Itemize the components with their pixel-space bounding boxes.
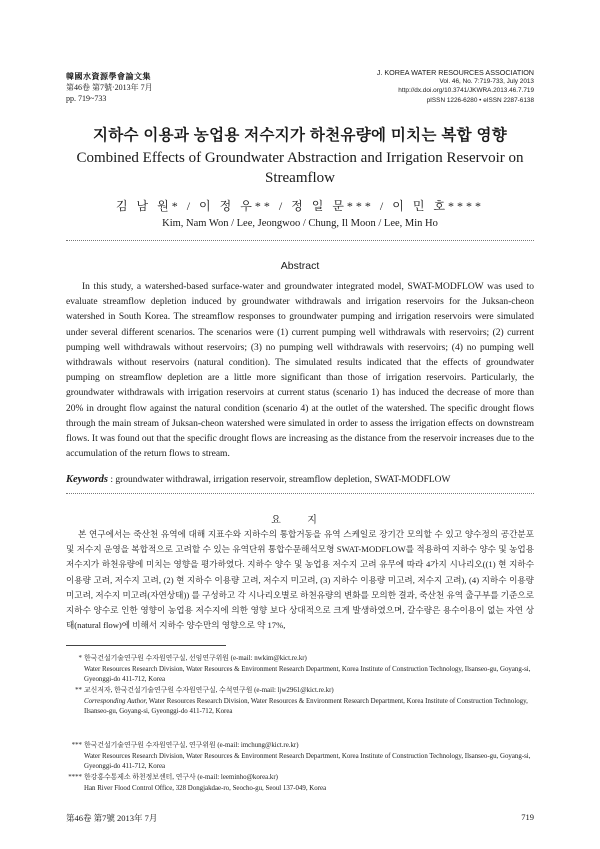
footer-issue: 第46卷 第7號 2013年 7月 bbox=[66, 813, 158, 823]
corresponding-author-label: Corresponding Author, bbox=[84, 697, 148, 705]
issn: pISSN 1226-6280 • eISSN 2287-6138 bbox=[426, 96, 534, 104]
footnote-mark: * bbox=[78, 655, 82, 662]
divider-top bbox=[66, 240, 534, 241]
footnote-divider bbox=[66, 645, 226, 646]
abstract-heading: Abstract bbox=[280, 260, 320, 272]
footnote-line: 한국건설기술연구원 수자원연구실, 연구위원 (e-mail: imchung@kict.re.kr) bbox=[84, 742, 299, 749]
footnote-line: Corresponding Author, Water Resources Research Division, Water Resources & Environment Research Department, Korea Institute of Construction Technology, Ilsanseo-gu, Goyang-si, Gyeonggi-do 411-712, Korea bbox=[84, 697, 528, 716]
footnote-line: Water Resources Research Division, Water Resources & Environment Research Department, Korea Institute of Construction Technology, Ilsanseo-gu, Goyang-si, Gyeonggi-do 411-712, Korea bbox=[84, 752, 531, 771]
keywords-line bbox=[66, 473, 534, 487]
journal-name-hanja: 韓國水資源學會論文集 bbox=[66, 72, 151, 81]
title-english: Combined Effects of Groundwater Abstraction and Irrigation Reservoir on Streamflow bbox=[76, 150, 524, 186]
footnote-mark: *** bbox=[71, 742, 82, 749]
footnote-line: 교신저자, 한국건설기술연구원 수자원연구실, 수석연구원 (e-mail: ljw2961@kict.re.kr) bbox=[84, 687, 334, 694]
divider-middle bbox=[66, 493, 534, 494]
keywords-label: Keywords bbox=[66, 474, 108, 485]
korean-abstract-text: 본 연구에서는 죽산천 유역에 대해 지표수와 지하수의 통합거동을 유역 스케일로 장기간 모의할 수 있고 양수정의 공간분포 및 저수지 운영을 복합적으로 고려할 수 있는 유역단위 통합수문해석모형 SWAT-MODFLOW를 적용하여 지하수 양수 및 농업용 저수지가 하천유량에 미치는 영향을 평가하였다. 지하수 양수 및 농업용 저수지 고려 유무에 따라 4가지 시나리오((1) 현 지하수 이용량 고려, 저수지 고려, (2) 현 지하수 이용량 고려, 저수지 미고려, (3) 지하수 이용량 미고려, 저수지 고려), (4) 지하수 이용량 미고려, 저수지 미고려(자연상태)) 를 구성하고 각 시나리오별로 하천유량의 변화를 모의한 결과, 죽산천 유역 출구부를 기준으로 지하수 양수로 인한 영향이 농업용 저수지에 의한 영향 보다 상대적으로 크게 발생하였으며, 갈수량은 용수이용이 없는 자연 상태(natural flow)에 비해서 지하수 양수만의 영향으로 약 17%, bbox=[66, 529, 534, 631]
page-number: 719 bbox=[521, 812, 534, 822]
journal-name: J. KOREA WATER RESOURCES ASSOCIATION bbox=[376, 68, 534, 77]
footnote-author-4 bbox=[66, 773, 534, 794]
footnote-line: Han River Flood Control Office, 328 Dongjakdae-ro, Seocho-gu, Seoul 137-049, Korea bbox=[84, 784, 327, 792]
volume-info: Vol. 46, No. 7:719-733, July 2013 bbox=[439, 78, 534, 86]
abstract-text: In this study, a watershed-based surface-water and groundwater integrated model, SWAT-MODFLOW was used to evaluate streamflow depletion induced by groundwater withdrawals and irrigation reservoirs for the Juksan-cheon watershed in South Korea. The streamflow responses to groundwater pumping and irrigation reservoirs were simulated under several different scenarios. The scenarios were (1) current pumping well withdrawals with reservoirs; (2) current pumping well withdrawals without reservoirs; (3) no pumping well withdrawals with reservoirs; (4) no pumping well withdrawals without reservoirs (natural condition). The simulated results indicated that the effects of groundwater pumping on streamflow depletion are a little more significant than those of irrigation reservoirs. Particularly, the groundwater withdrawals with irrigation reservoirs at current status (scenario 1) has induced the decrease of more than 20% in drought flow against the natural condition (scenario 4) at the outlet of the watershed. The specific drought flows through the main stream of Juksan-cheon watershed were simulated in order to assess the irrigation effects on downstream flows. It was found out that the specific drought flows are increasing as the distance from the reservoir increases due to the accumulation of the return flows to stream. bbox=[66, 282, 534, 460]
journal-header-english bbox=[377, 68, 534, 105]
authors-english: Kim, Nam Won / Lee, Jeongwoo / Chung, Il Moon / Lee, Min Ho bbox=[162, 218, 438, 229]
footnote-author-2 bbox=[66, 686, 534, 718]
keywords-text: : groundwater withdrawal, irrigation reservoir, streamflow depletion, SWAT-MODFLOW bbox=[108, 475, 451, 485]
volume-issue: 第46卷 第7號·2013年 7月 bbox=[66, 83, 153, 92]
doi-link[interactable]: http://dx.doi.org/10.3741/JKWRA.2013.46.7.719 bbox=[398, 87, 534, 95]
authors-korean: 김 남 원* / 이 정 우** / 정 일 문*** / 이 민 호**** bbox=[115, 199, 485, 213]
footnote-line: 한강홍수통제소 하천정보센터, 연구사 (e-mail: leeminho@korea.kr) bbox=[84, 774, 278, 781]
korean-abstract-heading: 요 지 bbox=[271, 515, 329, 526]
title-korean: 지하수 이용과 농업용 저수지가 하천유량에 미치는 복합 영향 bbox=[92, 127, 508, 144]
footnote-mark: ** bbox=[75, 687, 82, 694]
footnote-author-3 bbox=[66, 741, 534, 773]
footnote-line: Water Resources Research Division, Water Resources & Environment Research Department, Korea Institute of Construction Technology, Ilsanseo-gu, Goyang-si, Gyeonggi-do 411-712, Korea bbox=[84, 665, 531, 684]
footnote-line: 한국건설기술연구원 수자원연구실, 선임연구위원 (e-mail: nwkim@kict.re.kr) bbox=[84, 655, 307, 662]
footnote-mark: **** bbox=[68, 774, 82, 781]
page-range: pp. 719~733 bbox=[66, 94, 107, 103]
journal-header-korean bbox=[66, 71, 153, 104]
footnote-author-1 bbox=[66, 654, 534, 686]
